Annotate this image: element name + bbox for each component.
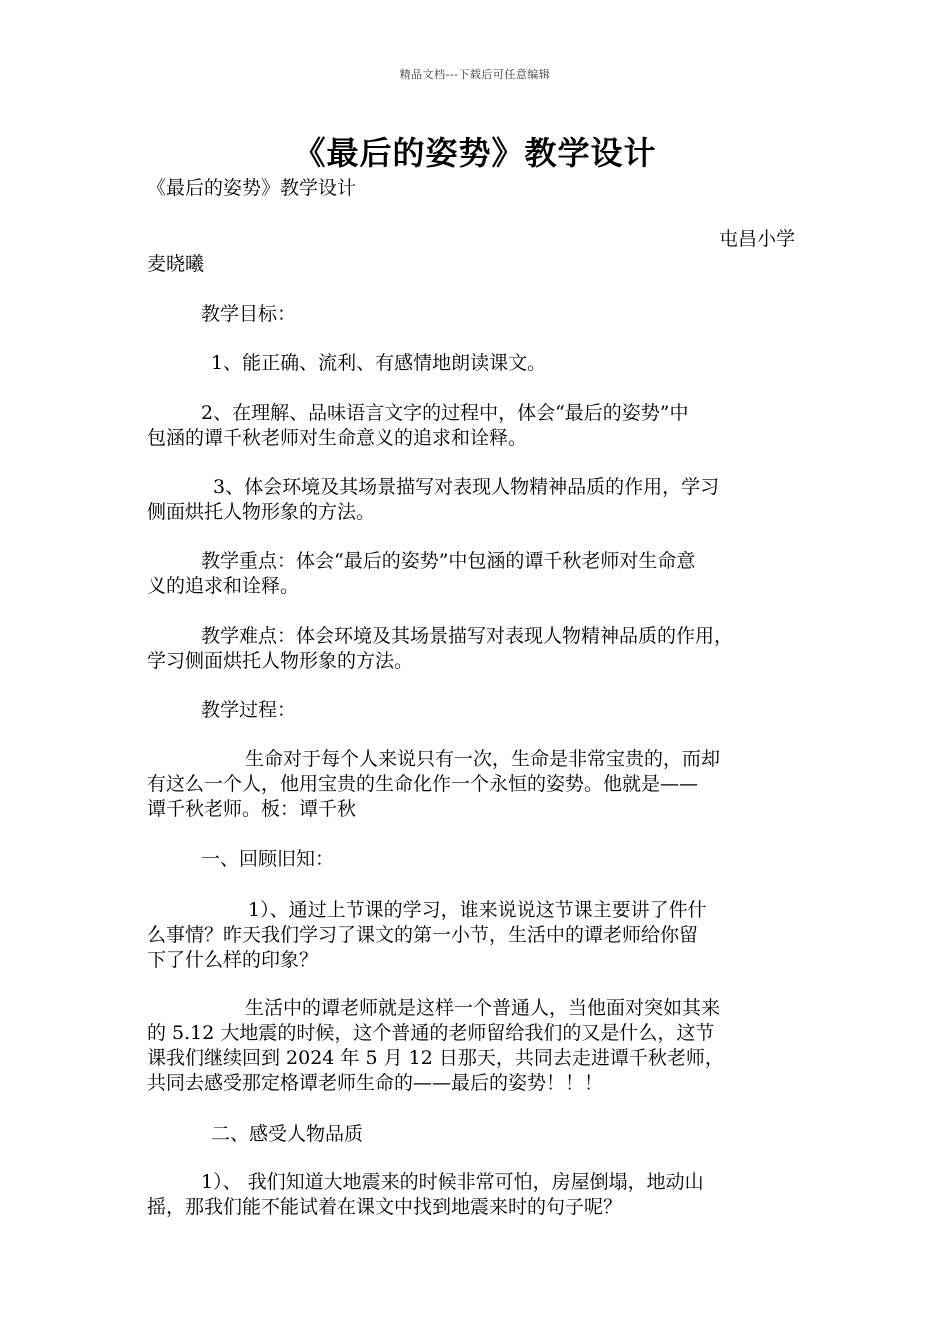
school-name: 屯昌小学 xyxy=(719,228,796,250)
goal-2-line-1: 2、在理解、品味语言文字的过程中，体会“最后的姿势”中 xyxy=(201,402,689,424)
goal-3-line-1: 3、体会环境及其场景描写对表现人物精神品质的作用，学习 xyxy=(213,476,720,498)
review-line-2: 么事情？昨天我们学习了课文的第一小节，生活中的谭老师给你留 xyxy=(147,924,699,946)
section-1-heading: 一、回顾旧知： xyxy=(201,848,335,870)
key-point-line-2: 义的追求和诠释。 xyxy=(147,575,300,597)
life-line-3: 课我们继续回到 2024 年 5 月 12 日那天，共同去走进谭千秋老师， xyxy=(147,1047,724,1069)
goal-2-line-2: 包涵的谭千秋老师对生命意义的追求和诠释。 xyxy=(147,427,528,449)
goal-3-line-2: 侧面烘托人物形象的方法。 xyxy=(147,501,376,523)
document-subtitle: 《最后的姿势》教学设计 xyxy=(147,177,357,199)
key-point-line-1: 教学重点：体会“最后的姿势”中包涵的谭千秋老师对生命意 xyxy=(201,550,696,572)
intro-line-1: 生命对于每个人来说只有一次，生命是非常宝贵的，而却 xyxy=(245,748,721,770)
life-line-2: 的 5.12 大地震的时候，这个普通的老师留给我们的又是什么，这节 xyxy=(147,1022,715,1044)
quake-line-1: 1）、 我们知道大地震来的时候非常可怕，房屋倒塌，地动山 xyxy=(201,1171,704,1193)
intro-line-3: 谭千秋老师。板：谭千秋 xyxy=(147,798,357,820)
process-heading: 教学过程： xyxy=(201,699,297,721)
quake-line-2: 摇，那我们能不能试着在课文中找到地震来时的句子呢？ xyxy=(147,1196,623,1218)
difficulty-line-1: 教学难点：体会环境及其场景描写对表现人物精神品质的作用， xyxy=(201,625,734,647)
document-title: 《最后的姿势》教学设计 xyxy=(293,134,657,172)
goals-heading: 教学目标： xyxy=(201,303,297,325)
review-line-1: 1）、通过上节课的学习，谁来说说这节课主要讲了件什 xyxy=(248,899,707,921)
review-line-3: 下了什么样的印象？ xyxy=(147,949,319,971)
intro-line-2: 有这么一个人，他用宝贵的生命化作一个永恒的姿势。他就是—— xyxy=(147,773,699,795)
difficulty-line-2: 学习侧面烘托人物形象的方法。 xyxy=(147,650,414,672)
life-line-1: 生活中的谭老师就是这样一个普通人，当他面对突如其来 xyxy=(245,997,721,1019)
goal-1: 1、能正确、流利、有感情地朗读课文。 xyxy=(211,352,547,374)
life-line-4: 共同去感受那定格谭老师生命的——最后的姿势！！！ xyxy=(147,1072,604,1094)
author-name: 麦晓曦 xyxy=(147,253,205,275)
section-2-heading: 二、感受人物品质 xyxy=(211,1123,364,1145)
header-note: 精品文档---下载后可任意编辑 xyxy=(399,68,551,81)
